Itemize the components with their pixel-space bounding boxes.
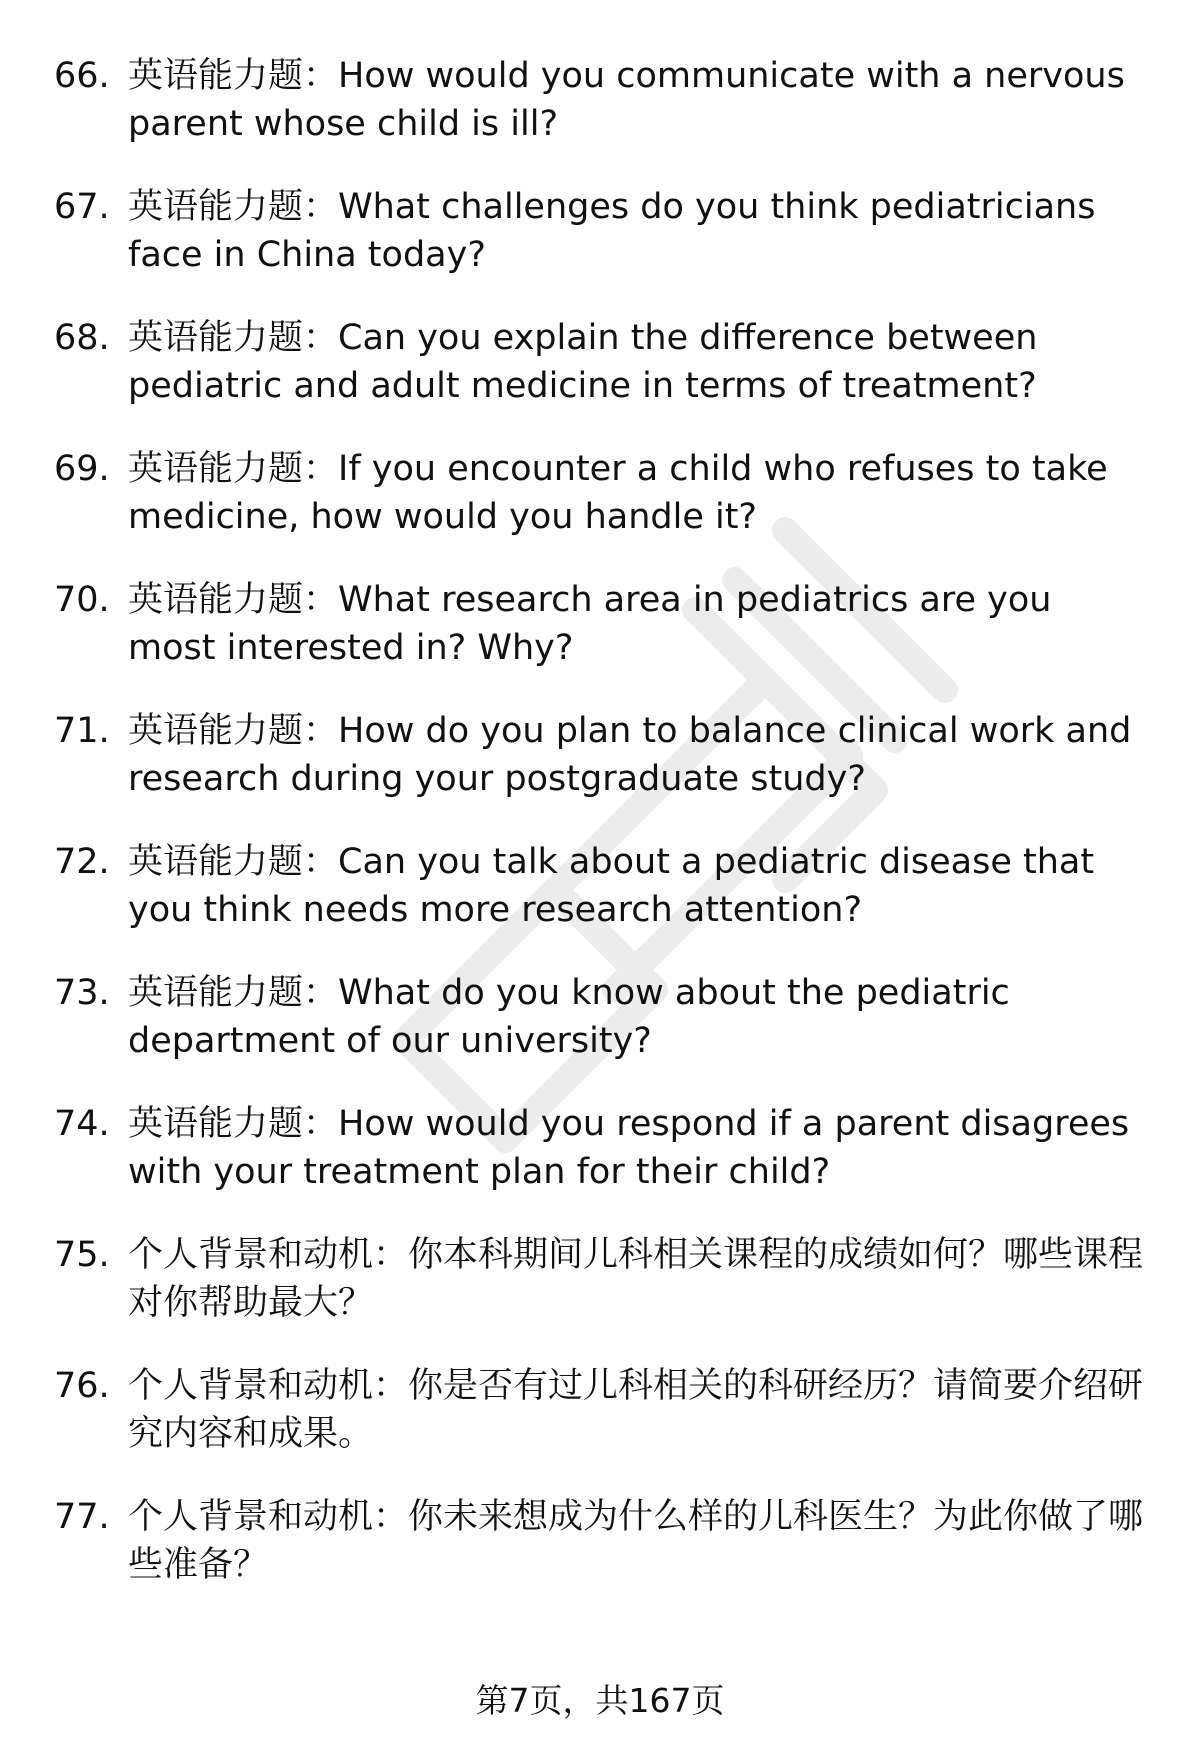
question-item — [54, 445, 1160, 541]
question-item — [54, 1362, 1160, 1458]
question-body: How would you respond if a parent disagrees with your treatment plan for their child? — [128, 1104, 1130, 1192]
question-category: 英语能力题： — [128, 187, 339, 227]
question-text — [128, 1231, 1160, 1327]
question-text — [128, 314, 1160, 410]
question-category: 英语能力题： — [128, 580, 339, 620]
question-text — [128, 1493, 1160, 1589]
question-body: Can you talk about a pediatric disease that you think needs more research attention? — [128, 842, 1095, 930]
question-item — [54, 1100, 1160, 1196]
question-item — [54, 1493, 1160, 1589]
question-category: 个人背景和动机： — [128, 1497, 409, 1537]
page-number: 第7页，共167页 — [475, 1681, 725, 1720]
question-text — [128, 1362, 1160, 1458]
question-text — [128, 969, 1160, 1065]
question-category: 英语能力题： — [128, 449, 339, 489]
question-number: 74. — [54, 1104, 110, 1144]
question-category: 英语能力题： — [128, 56, 339, 96]
question-text — [128, 445, 1160, 541]
question-number: 72. — [54, 842, 110, 882]
question-number: 68. — [54, 318, 110, 358]
question-item — [54, 1231, 1160, 1327]
question-number: 76. — [54, 1366, 110, 1406]
question-category: 英语能力题： — [128, 973, 339, 1013]
question-text — [128, 1100, 1160, 1196]
question-category: 英语能力题： — [128, 1104, 339, 1144]
question-category: 英语能力题： — [128, 842, 339, 882]
question-body: Can you explain the difference between pediatric and adult medicine in terms of treatment? — [128, 318, 1038, 406]
question-item — [54, 183, 1160, 279]
question-category: 个人背景和动机： — [128, 1366, 409, 1406]
question-body: What challenges do you think pediatricians face in China today? — [128, 187, 1096, 275]
question-number: 73. — [54, 973, 110, 1013]
question-number: 67. — [54, 187, 110, 227]
question-body: What research area in pediatrics are you most interested in? Why? — [128, 580, 1052, 668]
question-category: 英语能力题： — [128, 318, 339, 358]
question-item — [54, 576, 1160, 672]
question-text — [128, 838, 1160, 934]
question-number: 77. — [54, 1497, 110, 1537]
question-number: 66. — [54, 56, 110, 96]
question-body: If you encounter a child who refuses to take medicine, how would you handle it? — [128, 449, 1108, 537]
question-text — [128, 183, 1160, 279]
question-category: 个人背景和动机： — [128, 1235, 409, 1275]
question-item — [54, 52, 1160, 148]
question-text — [128, 52, 1160, 148]
question-body: 你本科期间儿科相关课程的成绩如何？哪些课程对你帮助最大？ — [128, 1235, 1144, 1323]
question-body: How do you plan to balance clinical work and research during your postgraduate study? — [128, 711, 1132, 799]
question-body: What do you know about the pediatric department of our university? — [128, 973, 1010, 1061]
question-item — [54, 314, 1160, 410]
question-body: How would you communicate with a nervous parent whose child is ill? — [128, 56, 1125, 144]
question-list — [54, 52, 1160, 1589]
question-item — [54, 969, 1160, 1065]
question-body: 你未来想成为什么样的儿科医生？为此你做了哪些准备？ — [128, 1497, 1144, 1585]
question-item — [54, 838, 1160, 934]
question-text — [128, 707, 1160, 803]
question-number: 70. — [54, 580, 110, 620]
question-item — [54, 707, 1160, 803]
question-number: 69. — [54, 449, 110, 489]
question-number: 71. — [54, 711, 110, 751]
question-text — [128, 576, 1160, 672]
question-category: 英语能力题： — [128, 711, 339, 751]
question-body: 你是否有过儿科相关的科研经历？请简要介绍研究内容和成果。 — [128, 1366, 1144, 1454]
question-number: 75. — [54, 1235, 110, 1275]
